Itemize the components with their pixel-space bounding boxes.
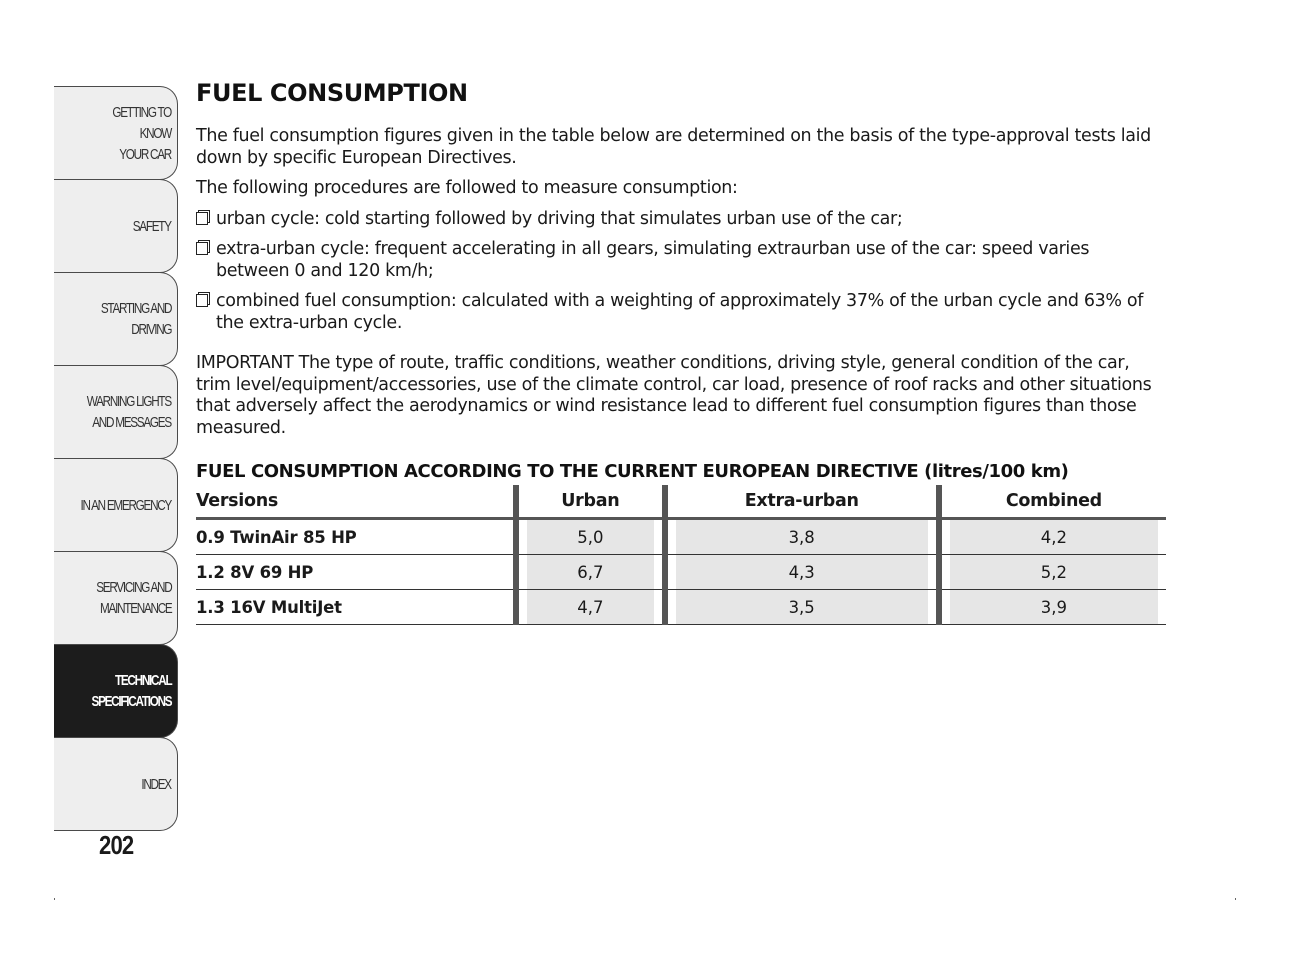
table-header-row	[196, 485, 1166, 519]
combined-cell: 3,9	[939, 590, 1166, 625]
tab-label: SAFETY	[132, 217, 171, 235]
column-header-versions: Versions	[196, 491, 278, 511]
tab-starting-and-driving[interactable]	[54, 272, 178, 366]
urban-cell: 5,0	[516, 519, 665, 555]
tab-warning-lights-and-messages[interactable]	[54, 365, 178, 459]
combined-cell: 5,2	[939, 555, 1166, 590]
tab-servicing-and-maintenance[interactable]	[54, 551, 178, 645]
page-title: FUEL CONSUMPTION	[196, 79, 468, 107]
table-row	[196, 590, 1166, 625]
procedures-list	[196, 209, 1166, 335]
tab-label: INDEX	[141, 775, 171, 793]
tab-label: TECHNICAL SPECIFICATIONS	[91, 672, 171, 710]
column-header-combined: Combined	[939, 485, 1166, 519]
urban-cell: 6,7	[516, 555, 665, 590]
column-header-extra-urban: Extra-urban	[665, 485, 939, 519]
page-number-text: 202	[98, 830, 134, 860]
crop-mark	[54, 898, 55, 900]
page-number	[54, 830, 178, 861]
list-item: extra-urban cycle: frequent accelerating in all gears, simulating extraurban use of the car: speed varies between 0 and 120 km/h;	[196, 239, 1166, 282]
tab-label: WARNING LIGHTS AND MESSAGES	[86, 393, 171, 431]
tab-getting-to-know-your-car[interactable]	[54, 86, 178, 180]
tab-in-an-emergency[interactable]	[54, 458, 178, 552]
version-cell: 1.2 8V 69 HP	[196, 562, 314, 582]
table-row	[196, 555, 1166, 590]
tab-technical-specifications[interactable]	[54, 644, 178, 738]
procedures-intro: The following procedures are followed to measure consumption:	[196, 178, 738, 198]
crop-mark	[1235, 898, 1236, 900]
tab-label: GETTING TO KNOW YOUR CAR	[112, 103, 171, 163]
combined-cell: 4,2	[939, 519, 1166, 555]
tab-label: SERVICING AND MAINTENANCE	[95, 579, 171, 617]
tab-label: STARTING AND DRIVING	[100, 300, 171, 338]
chapter-tabs	[54, 86, 178, 830]
intro-paragraph: The fuel consumption figures given in the table below are determined on the basis of the type-approval tests laid down by specific European Directives.	[196, 126, 1151, 168]
tab-label: IN AN EMERGENCY	[80, 496, 171, 514]
fuel-consumption-table	[196, 485, 1166, 625]
table-title: FUEL CONSUMPTION ACCORDING TO THE CURRENT EUROPEAN DIRECTIVE (litres/100 km)	[196, 461, 1069, 482]
urban-cell: 4,7	[516, 590, 665, 625]
important-note: IMPORTANT The type of route, traffic conditions, weather conditions, driving style, general condition of the car, trim level/equipment/accessories, use of the climate control, car load, presence of roof racks and other situations that adversely affect the aerodynamics or wind resistance lead to different fuel consumption figures than those measured.	[196, 353, 1152, 438]
main-content	[196, 76, 1166, 625]
tab-index[interactable]	[54, 737, 178, 831]
extra-urban-cell: 3,8	[665, 519, 939, 555]
list-item: urban cycle: cold starting followed by driving that simulates urban use of the car;	[196, 209, 1166, 231]
tab-safety[interactable]	[54, 179, 178, 273]
version-cell: 0.9 TwinAir 85 HP	[196, 527, 357, 547]
version-cell: 1.3 16V MultiJet	[196, 597, 342, 617]
table-row	[196, 519, 1166, 555]
list-item: combined fuel consumption: calculated with a weighting of approximately 37% of the urban cycle and 63% of the extra-urban cycle.	[196, 291, 1166, 334]
extra-urban-cell: 4,3	[665, 555, 939, 590]
column-header-urban: Urban	[516, 485, 665, 519]
extra-urban-cell: 3,5	[665, 590, 939, 625]
